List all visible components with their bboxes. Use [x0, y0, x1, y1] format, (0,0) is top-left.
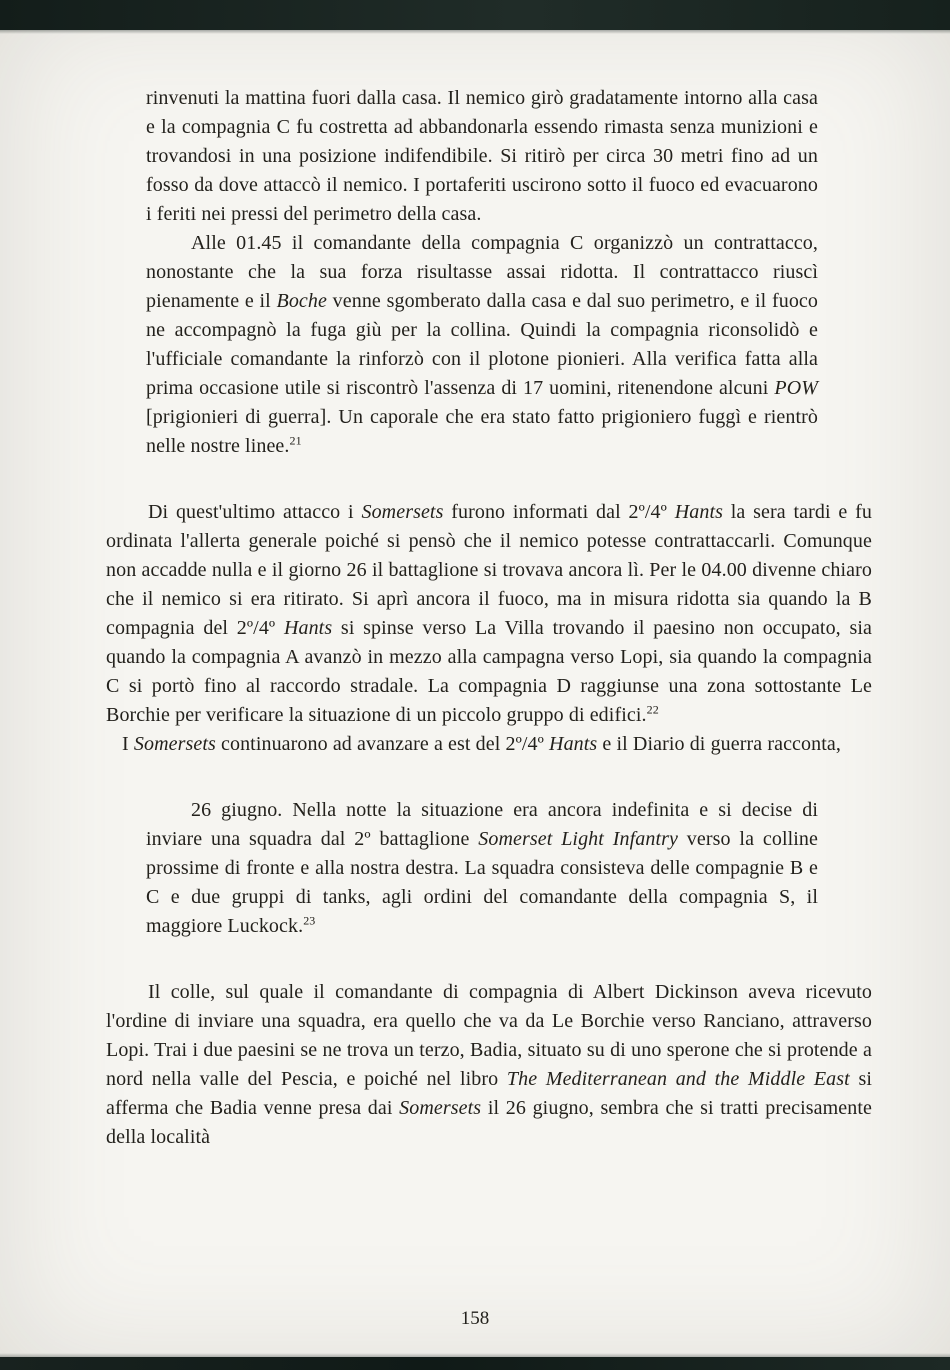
quote1-paragraph-2: Alle 01.45 il comandante della compagnia C organizzò un contrattacco, nonostante che la sua forza risultasse assai ridotta. Il contrattacco riuscì pienamente e il Boche venne sgomberato dalla casa e dal suo perimetro, e il fuoco ne accompagnò la fuga giù per la collina. Quindi la compagnia riconsolidò e l'ufficiale comandante la rinforzò con il plotone pionieri. Alla verifica fatta alla prima occasione utile si riscontrò l'assenza di 17 uomini, ritenendone alcuni POW [prigionieri di guerra]. Un caporale che era stato fatto prigioniero fuggì e rientrò nelle nostre linee.$^{21}$	[146, 232, 818, 457]
page-number: 158	[460, 1308, 490, 1329]
quote2-paragraph-1: 26 giugno. Nella notte la situazione era ancora indefinita e si decise di inviare una squadra dal 2º battaglione Somerset Light Infantry verso la colline prossime di fronte e alla nostra destra. La squadra consisteva delle compagnie B e C e due gruppi di tanks, agli ordini del comandante della compagnia S, il maggiore Luckock.$^{23}$	[146, 799, 818, 937]
quote1-paragraph-1: rinvenuti la mattina fuori dalla casa. Il nemico girò gradatamente intorno alla casa e la compagnia C fu costretta ad abbandonarla essendo rimasta senza munizioni e trovandosi in una posizione indifendibile. Si ritirò per circa 30 metri fino ad un fosso da dove attaccò il nemico. I portaferiti uscirono sotto il fuoco ed evacuarono i feriti nei pressi del perimetro della casa.	[146, 87, 818, 225]
scan-edge-bottom	[0, 1357, 950, 1370]
block-quote-1	[146, 84, 818, 461]
body-paragraph-1: Di quest'ultimo attacco i Somersets furono informati dal 2º/4º Hants la sera tardi e fu ordinata l'allerta generale poiché si pensò che il nemico potesse contrattaccarli. Comunque non accadde nulla e il giorno 26 il battaglione si trovava ancora lì. Per le 04.00 divenne chiaro che il nemico si era ritirato. Si aprì ancora il fuoco, ma in misura ridotta sia quando la B compagnia del 2º/4º Hants si spinse verso La Villa trovando il paesino non occupato, sia quando la compagnia A avanzò in mezzo alla campagna verso Lopi, sia quando la compagnia C si portò fino al raccordo stradale. La compagnia D raggiunse una zona sottostante Le Borchie per verificare la situazione di un piccolo gruppo di edifici.$^{22}$	[106, 501, 873, 726]
body-paragraph-2: I Somersets continuarono ad avanzare a est del 2º/4º Hants e il Diario di guerra racconta,	[122, 733, 841, 755]
body-paragraph-3: Il colle, sul quale il comandante di compagnia di Albert Dickinson aveva ricevuto l'ordine di inviare una squadra, era quello che va da Le Borchie verso Ranciano, attraverso Lopi. Trai i due paesini se ne trova un terzo, Badia, situato su di uno sperone che si protende a nord nella valle del Pescia, e poiché nel libro The Mediterranean and the Middle East si afferma che Badia venne presa dai Somersets il 26 giugno, sembra che si tratti precisamente della località	[106, 981, 872, 1148]
scan-edge-top	[0, 0, 950, 30]
block-quote-2	[146, 796, 818, 941]
page-text-block	[106, 84, 872, 1152]
